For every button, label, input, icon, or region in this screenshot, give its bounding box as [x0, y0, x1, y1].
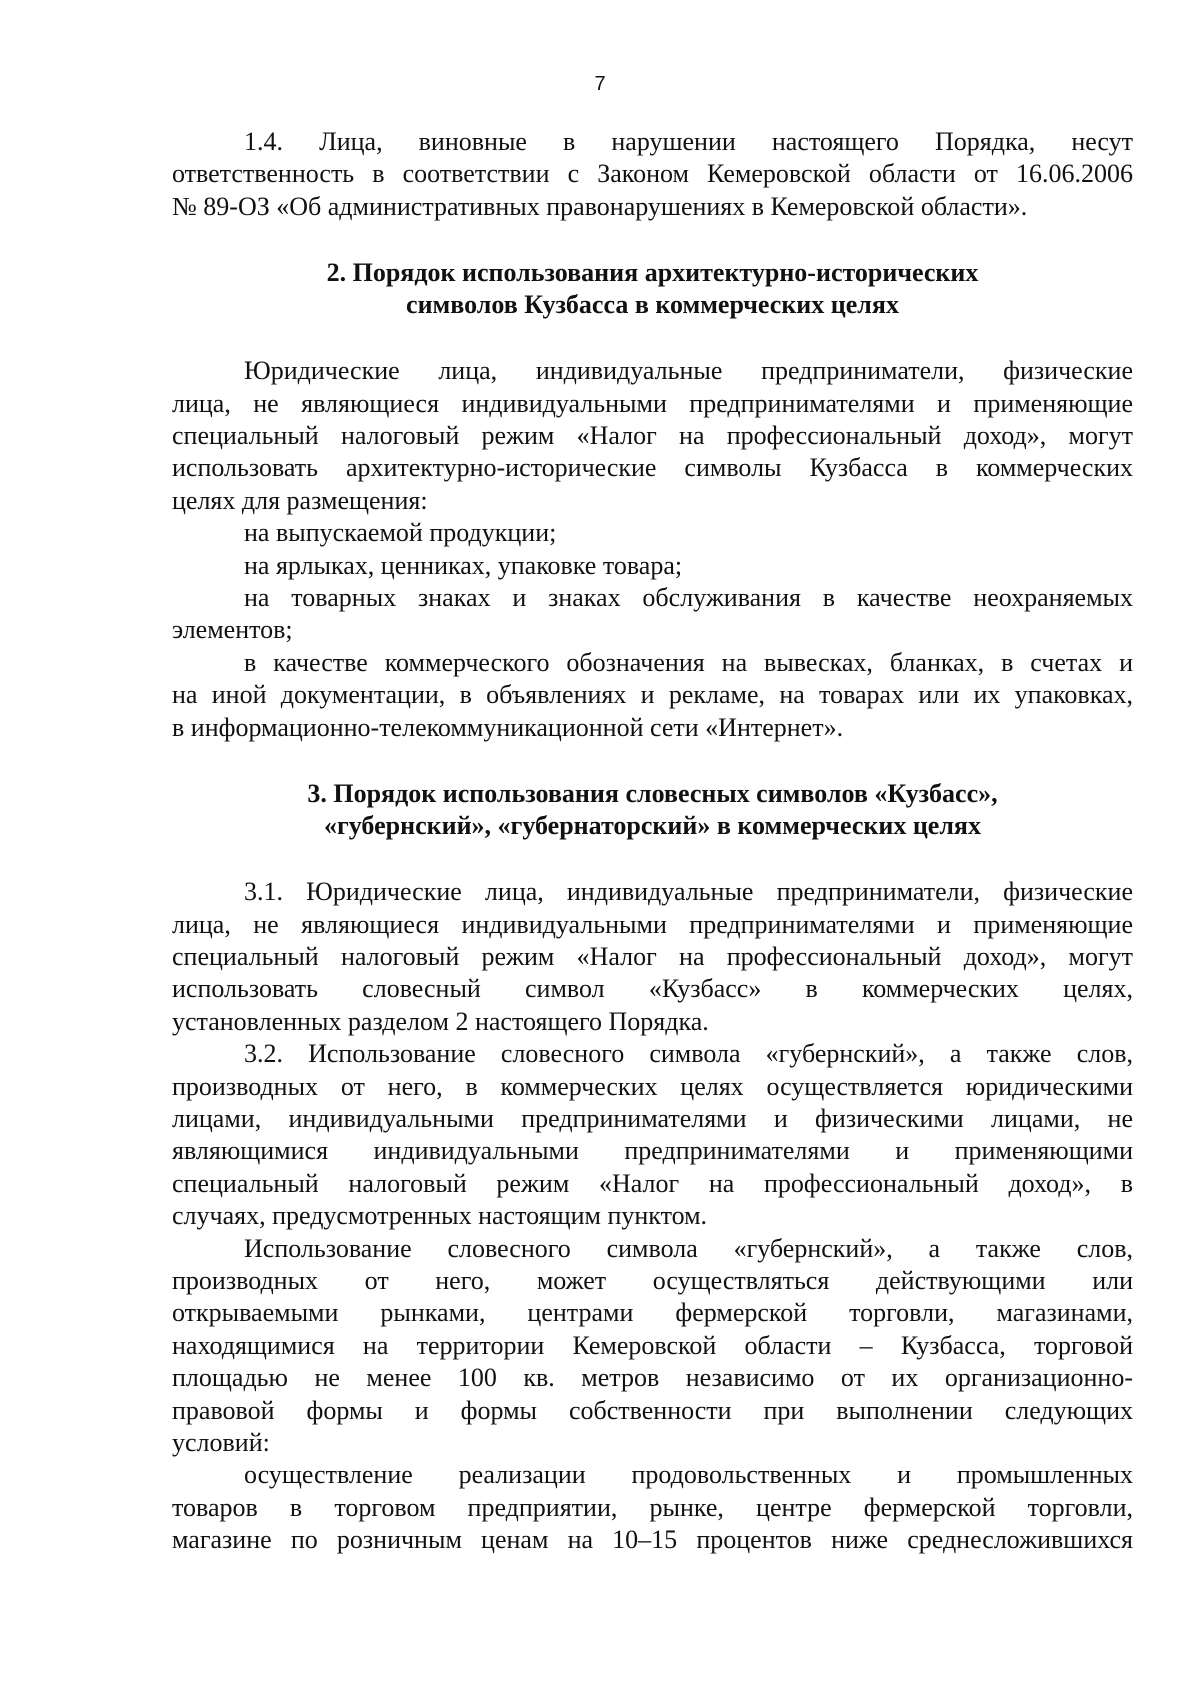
heading-line: 2. Порядок использования архитектурно-исторических: [326, 258, 979, 288]
paragraph-3-2-conditions: [172, 1233, 1133, 1460]
list-item: [172, 647, 1133, 744]
section-2-heading: [172, 257, 1133, 321]
section-2-intro: [172, 355, 1133, 517]
text-line: использовать архитектурно-исторические символы Кузбасса в коммерческих: [172, 453, 1133, 483]
text-line: условий:: [172, 1428, 270, 1457]
text-line: специальный налоговый режим «Налог на профессиональный доход», могут: [172, 941, 1133, 971]
text-line: целях для размещения:: [172, 485, 428, 515]
text-line: на ярлыках, ценниках, упаковке товара;: [244, 550, 683, 580]
text-line: в информационно-телекоммуникационной сети «Интернет».: [172, 712, 844, 742]
text-line: на иной документации, в объявлениях и рекламе, на товарах или их упаковках,: [172, 680, 1133, 710]
list-item: [172, 550, 1133, 582]
text-line: Использование словесного символа «губернский», а также слов,: [244, 1233, 1133, 1263]
text-line: случаях, предусмотренных настоящим пунктом.: [172, 1201, 708, 1231]
text-line: производных от него, может осуществляться действующими или: [172, 1265, 1133, 1295]
heading-line: 3. Порядок использования словесных символов «Кузбасс»,: [307, 779, 998, 809]
list-item: [172, 517, 1133, 549]
text-line: специальный налоговый режим «Налог на профессиональный доход», в: [172, 1168, 1133, 1198]
text-line: 1.4. Лица, виновные в нарушении настоящего Порядка, несут: [244, 127, 1133, 156]
text-line: установленных разделом 2 настоящего Порядка.: [172, 1006, 709, 1036]
text-line: площадью не менее 100 кв. метров независимо от их организационно-: [172, 1363, 1133, 1393]
text-line: осуществление реализации продовольственных и промышленных: [244, 1460, 1133, 1490]
text-line: 3.1. Юридические лица, индивидуальные предприниматели, физические: [244, 877, 1133, 907]
heading-line: «губернский», «губернаторский» в коммерческих целях: [323, 811, 982, 841]
text-line: лица, не являющиеся индивидуальными предпринимателями и применяющие: [172, 909, 1133, 939]
text-line: 3.2. Использование словесного символа «губернский», а также слов,: [244, 1039, 1133, 1069]
text-line: находящимися на территории Кемеровской области – Кузбасса, торговой: [172, 1330, 1133, 1360]
text-line: специальный налоговый режим «Налог на профессиональный доход», могут: [172, 421, 1133, 451]
text-line: № 89-ОЗ «Об административных правонарушениях в Кемеровской области».: [172, 191, 1028, 221]
text-line: на товарных знаках и знаках обслуживания в качестве неохраняемых: [244, 583, 1133, 613]
text-line: лицами, индивидуальными предпринимателями и физическими лицами, не: [172, 1103, 1133, 1133]
paragraph-3-1: [172, 876, 1133, 1038]
text-line: в качестве коммерческого обозначения на вывесках, бланках, в счетах и: [244, 647, 1133, 677]
text-line: лица, не являющиеся индивидуальными предпринимателями и применяющие: [172, 388, 1133, 418]
page-number: 7: [594, 73, 606, 95]
paragraph-1-4: [172, 126, 1133, 223]
text-line: Юридические лица, индивидуальные предприниматели, физические: [244, 356, 1133, 386]
text-line: элементов;: [172, 615, 293, 645]
heading-line: символов Кузбасса в коммерческих целях: [406, 290, 899, 320]
paragraph-3-2: [172, 1038, 1133, 1232]
text-line: правовой формы и формы собственности при выполнении следующих: [172, 1395, 1133, 1425]
text-line: ответственность в соответствии с Законом Кемеровской области от 16.06.2006: [172, 159, 1133, 189]
document-body: [172, 126, 1133, 1557]
text-line: использовать словесный символ «Кузбасс» в коммерческих целях,: [172, 974, 1133, 1004]
section-3-heading: [172, 778, 1133, 842]
text-line: являющимися индивидуальными предпринимателями и применяющими: [172, 1136, 1133, 1166]
text-line: открываемыми рынками, центрами фермерской торговли, магазинами,: [172, 1298, 1133, 1328]
paragraph-3-2-condition-item: [172, 1459, 1133, 1556]
text-line: производных от него, в коммерческих целях осуществляется юридическими: [172, 1071, 1133, 1101]
text-line: магазине по розничным ценам на 10–15 процентов ниже среднесложившихся: [172, 1525, 1133, 1555]
text-line: товаров в торговом предприятии, рынке, центре фермерской торговли,: [172, 1492, 1133, 1522]
text-line: на выпускаемой продукции;: [244, 518, 557, 548]
list-item: [172, 582, 1133, 647]
